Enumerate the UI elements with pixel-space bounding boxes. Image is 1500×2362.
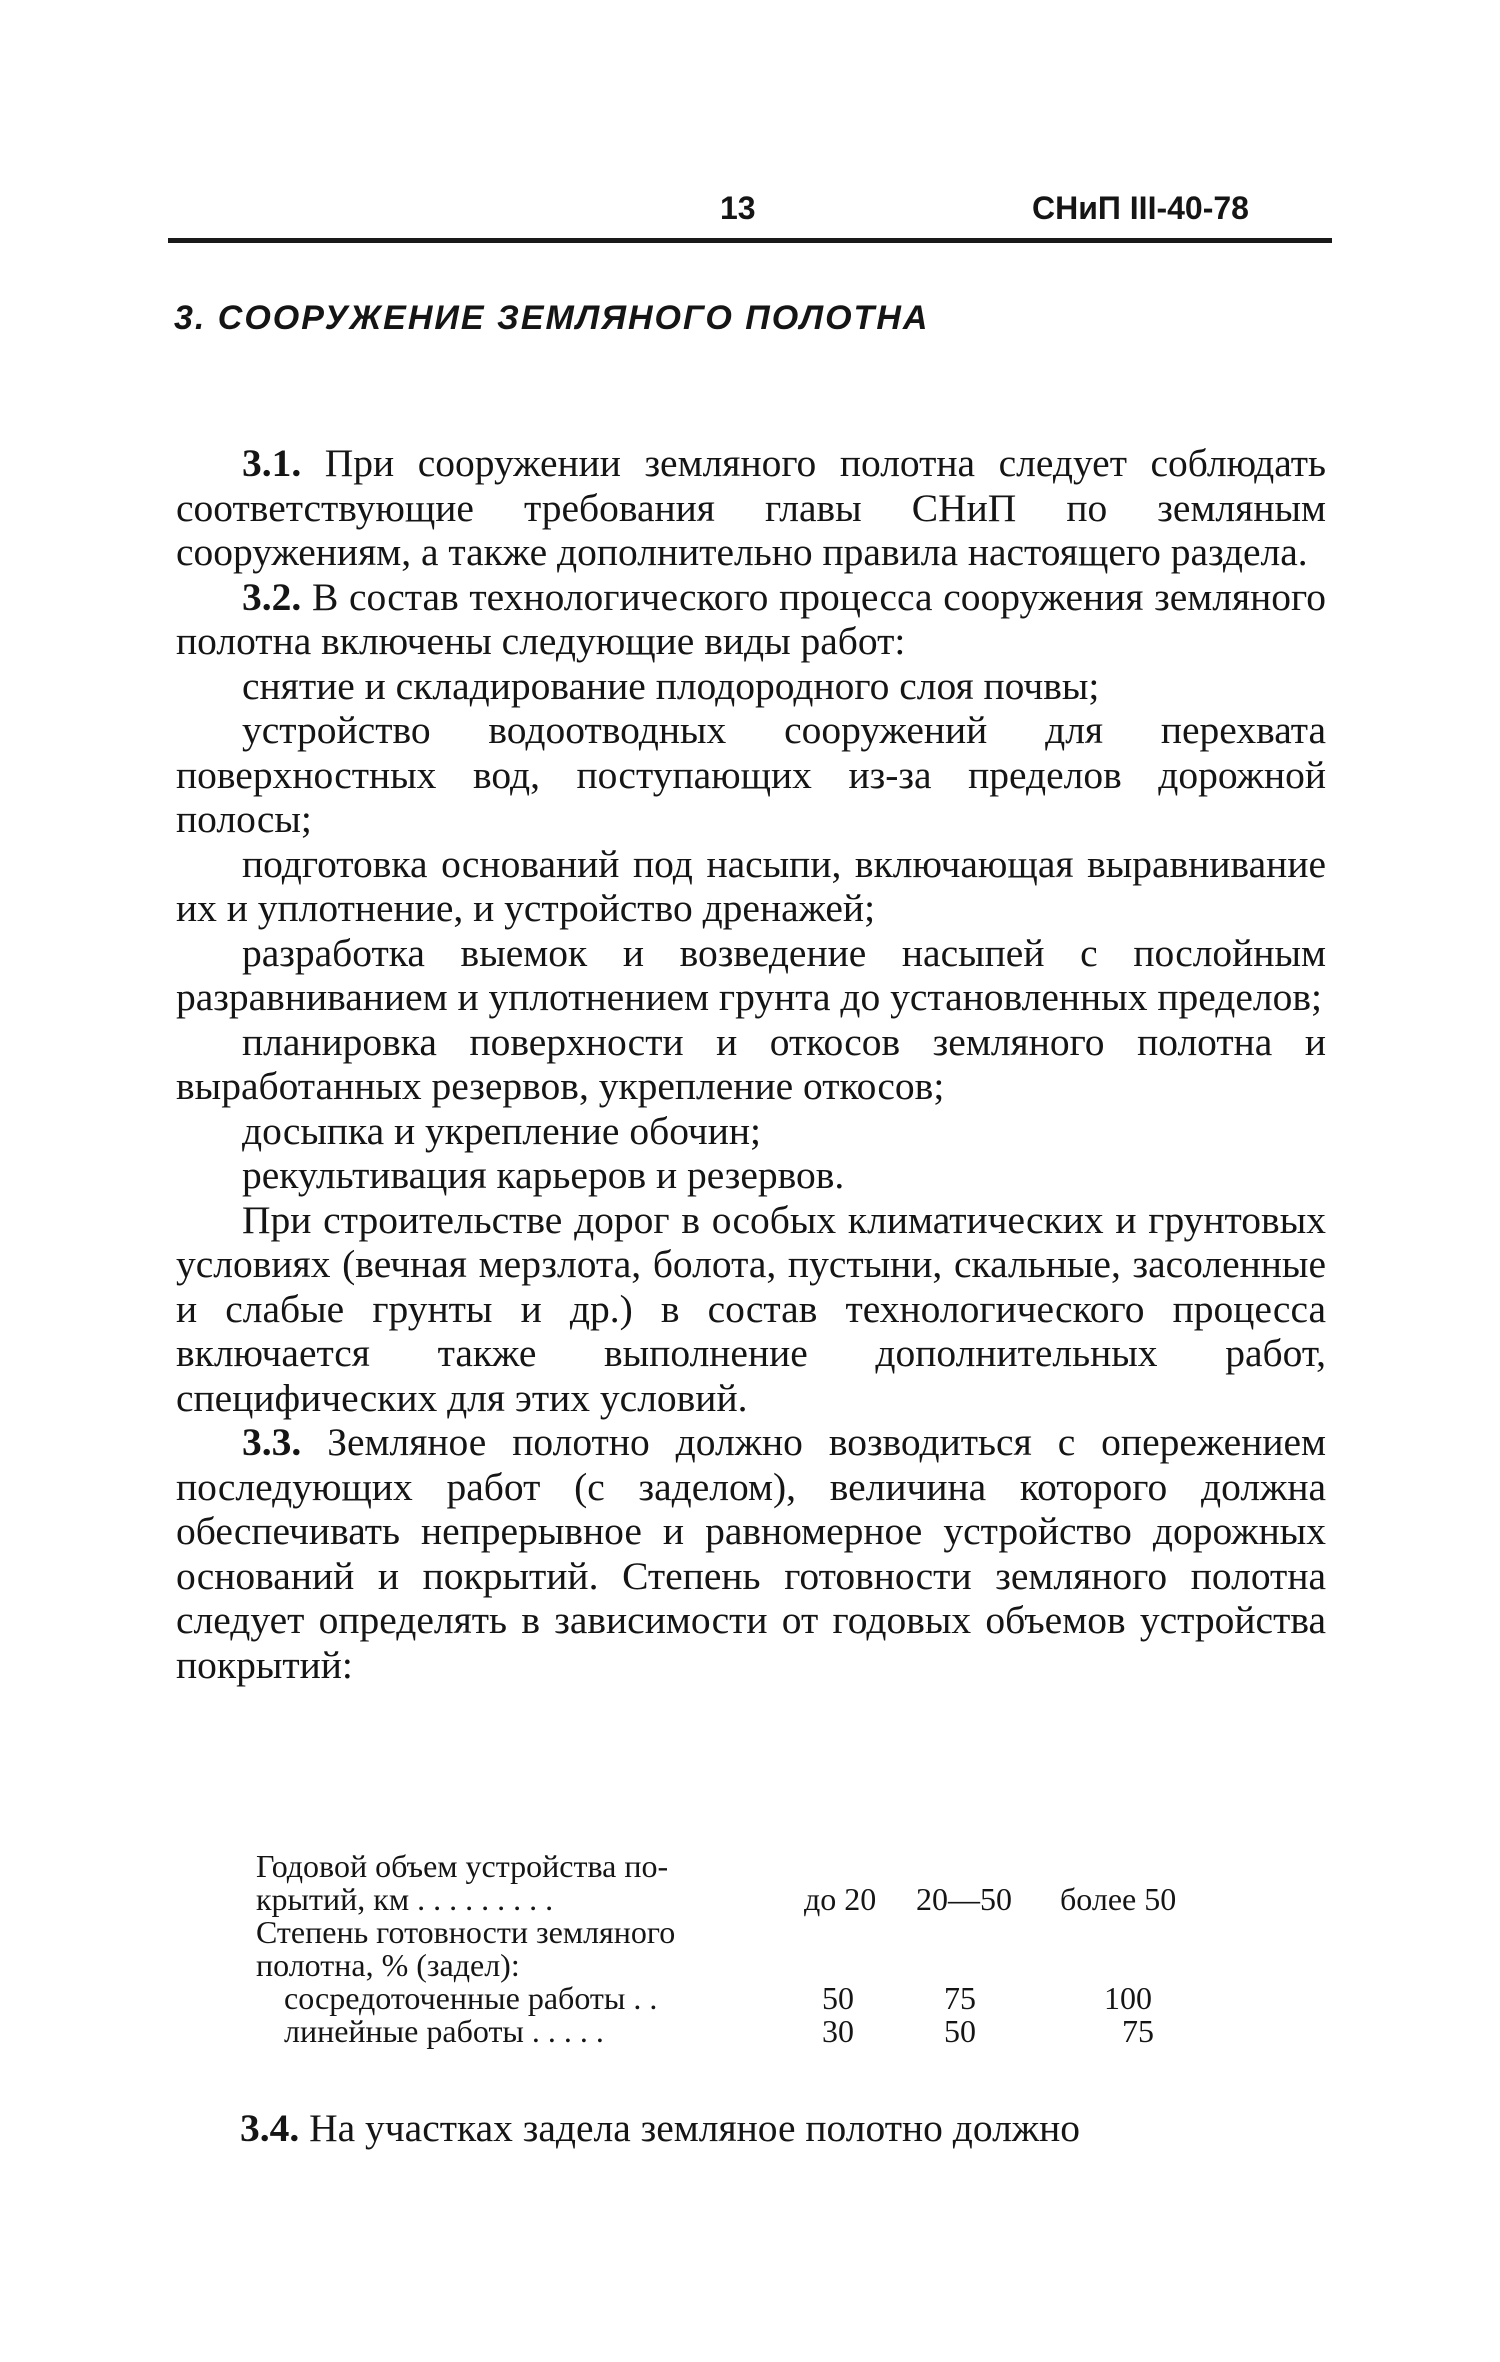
page-number: 13 [720,190,756,226]
list-item: подготовка оснований под насыпи, включающая выравнивание их и уплотнение, и устройство дренажей; [176,841,1326,930]
table-row [256,1850,1256,1883]
table-header-cell: более 50 [1060,1881,1177,1917]
section-title: 3. СООРУЖЕНИЕ ЗЕМЛЯНОГО ПОЛОТНА [174,299,930,337]
document-code: СНиП III-40-78 [1032,190,1249,226]
list-item: рекультивация карьеров и резервов. [242,1153,845,1197]
paragraph-3-2: 3.2. В состав технологического процесса сооружения земляного полотна включены следующие виды работ: [176,574,1326,663]
table-label: линейные работы . . . . . [284,2013,604,2049]
list-item: устройство водоотводных сооружений для перехвата поверхностных вод, поступающих из-за пределов дорожной полосы; [176,708,1326,841]
table-row [256,1883,1256,1916]
table-header-cell: 20—50 [916,1881,1012,1917]
table-row [256,1949,1256,1982]
paragraph-3-3: 3.3. Земляное полотно должно возводиться с опережением последующих работ (с заделом), величина которого должна обеспечивать непрерывное и равномерное устройство дорожных оснований и покрытий. Степень готовности земляного полотна следует определять в зависимости от годовых объемов устройства покрытий: [176,1420,1326,1687]
header-rule [168,238,1332,243]
table-cell: 30 [822,2013,854,2049]
document-body [176,441,1326,1687]
table-label: полотна, % (задел): [256,1947,520,1983]
table-label: Степень готовности земляного [256,1914,676,1950]
table-row [256,1916,1256,1949]
table-cell: 100 [1104,1980,1152,2016]
table-label: Годовой объем устройства по- [256,1848,669,1884]
paragraph-special-conditions: При строительстве дорог в особых климатических и грунтовых условиях (вечная мерзлота, болота, пустыни, скальные, засоленные и слабые грунты и др.) в состав технологического процесса включается также выполнение дополнительных работ, специфических для этих условий. [176,1197,1326,1420]
paragraph-3-1: 3.1. При сооружении земляного полотна следует соблюдать соответствующие требования главы СНиП по земляным сооружениям, а также дополнительно правила настоящего раздела. [176,441,1326,574]
paragraph-3-4: 3.4. На участках задела земляное полотно должно [240,2106,1080,2150]
table-label: сосредоточенные работы . . [284,1980,658,2016]
table-cell: 50 [822,1980,854,2016]
table-cell: 50 [944,2013,976,2049]
table-row [256,2015,1256,2048]
table-label: крытий, км . . . . . . . . . [256,1881,554,1917]
table-row [256,1982,1256,2015]
list-item: досыпка и укрепление обочин; [242,1108,762,1153]
list-item: снятие и складирование плодородного слоя почвы; [242,663,1100,708]
readiness-table [256,1850,1256,2048]
list-item: планировка поверхности и откосов земляного полотна и выработанных резервов, укрепление откосов; [176,1019,1326,1108]
table-cell: 75 [1122,2013,1154,2049]
table-cell: 75 [944,1980,976,2016]
table-header-cell: до 20 [804,1881,877,1917]
list-item: разработка выемок и возведение насыпей с послойным разравниванием и уплотнением грунта до установленных пределов; [176,930,1326,1019]
